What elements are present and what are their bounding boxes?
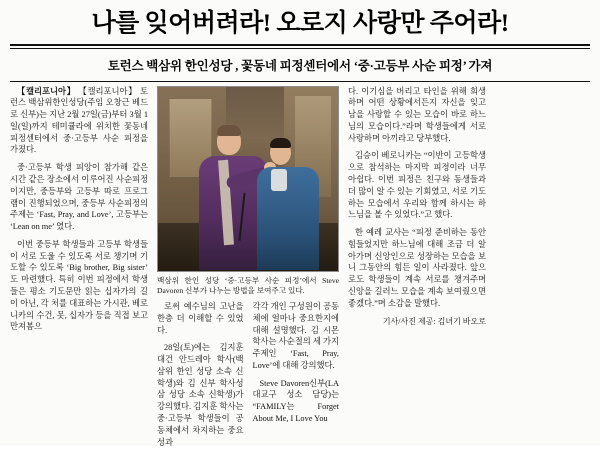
column-3 (348, 86, 486, 327)
divider-thin-2 (10, 81, 590, 82)
column-1 (10, 86, 148, 340)
article-photo (157, 86, 339, 272)
paragraph: 김승이 베로니카는 “이반이 고등학생으로 참석하는 마지막 피정이라 너무 아쉽다. 이번 피정은 친구와 동생들과 더 많이 알 수 있는 기회였고, 서로 기도하는 모습에서 우리와 함께 하시는 하느님을 볼 수 있었다.”고 했다. (348, 150, 486, 221)
photo-guest-jacket (257, 167, 319, 270)
divider-thin (10, 48, 590, 49)
paragraph: 로써 예수님의 고난을 한층 더 이해할 수 있었다. (157, 301, 244, 336)
page-title: 나를 잊어버려라! 오로지 사랑만 주어라! (10, 10, 590, 38)
photo-guest-hair (270, 138, 291, 148)
paragraph: 이번 중등부 학생들과 고등부 학생들이 서로 도울 수 있도록 서로 챙기며 기도할 수 있도록 ‘Big brother, Big sister’ 도 마련했다. 특히 이번 피정에서 학생들은 평소 기도문만 읽는 십자가의 길이 아닌, 각 처를 대표하는 가시관, 베로니카의 수건, 못, 십자가 등을 직접 보고 만져봄으 (10, 239, 148, 333)
paragraph: 한 예레 교사는 “피정 준비하는 동안 힘들었지만 하느님에 대해 조금 더 알아가며 신앙인으로 성장하는 모습을 보니 그동안의 힘든 일이 사라졌다. 앞으로도 학생들이 계속 서로를 챙겨주며 신앙을 길러느 모습을 계속 보여줬으면 좋겠다.”며 소감을 말했다. (348, 227, 486, 309)
paragraph-text: 【캘리포니아】 토런스 백삼위한인성당(주임 오창근 베드로 신부)는 지난 2월 27일(금)부터 3월 1일(일)까지 테미큘라에 위치한 꽃동네 피정센터에서 중·고등부 사순 피정을 가졌다. (10, 87, 148, 155)
article-figure (157, 86, 339, 297)
article-credit: 기사/사진 제공: 김녀기 바오로 (348, 316, 486, 327)
article-subhead: 토런스 백삼위 한인성당 , 꽃동네 피정센터에서 ‘중·고등부 사순 피정’ 가져 (10, 56, 590, 74)
photo-priest-hair (217, 125, 241, 136)
paragraph: 각각 개인 구성원이 공동체에 얼마나 중요한지에 대해 설명했다. 김 시몬 학사는 사순절의 세 가지 주제인 ‘Fast, Pray, Love’에 대해 강의했다. (253, 301, 340, 372)
paragraph (10, 86, 148, 157)
paragraph: 중·고등부 학생 피앙이 참가해 같은 시간 같은 장소에서 이루어진 사순피정이지만, 중등부와 고등부 따로 프로그램이 진행되었으며, 중등부 사순피정의 주제는 ‘Fast, Pray, and Love’, 고등부는 ‘Lean on me’ 였다. (10, 162, 148, 233)
photo-guest-shirt (271, 169, 287, 191)
paragraph: Steve Davoren신부(LA 대교구 성소 담당)는 “FAMILY는 Forget About Me, I Love You (253, 378, 340, 425)
dateline: 【캘리포니아】 (17, 87, 76, 96)
paragraph: 다. 이기심을 버리고 타인을 위해 희생하며 어떤 상황에서든지 자신을 잊고 남을 사랑할 수 있는 모습이 바로 하느님의 모습이다.”라며 학생들에게 서로 사랑하며 아끼라고 당부했다. (348, 86, 486, 145)
column-2-text-split (157, 301, 339, 454)
column-2b (253, 301, 340, 454)
column-2 (157, 86, 339, 454)
divider-thick (10, 44, 590, 46)
column-2a (157, 301, 244, 454)
photo-caption: 백삼위 한인 성당 ‘중·고등부 사순 피정’에서 Steve Davoren 신부가 나누는 방법을 보여주고 있다. (157, 276, 339, 297)
article-columns (10, 86, 590, 454)
paragraph: 28일(토)에는 김지훈 대건 안드레아 학사(백삼위 한인 성당 소속 신학생)와 김 신부 학사성삼 성당 소속 신학생)가 강의했다. 김지훈 학사는 중·고등부 학생들이 공동체에서 차지하는 중요성과 (157, 342, 244, 448)
